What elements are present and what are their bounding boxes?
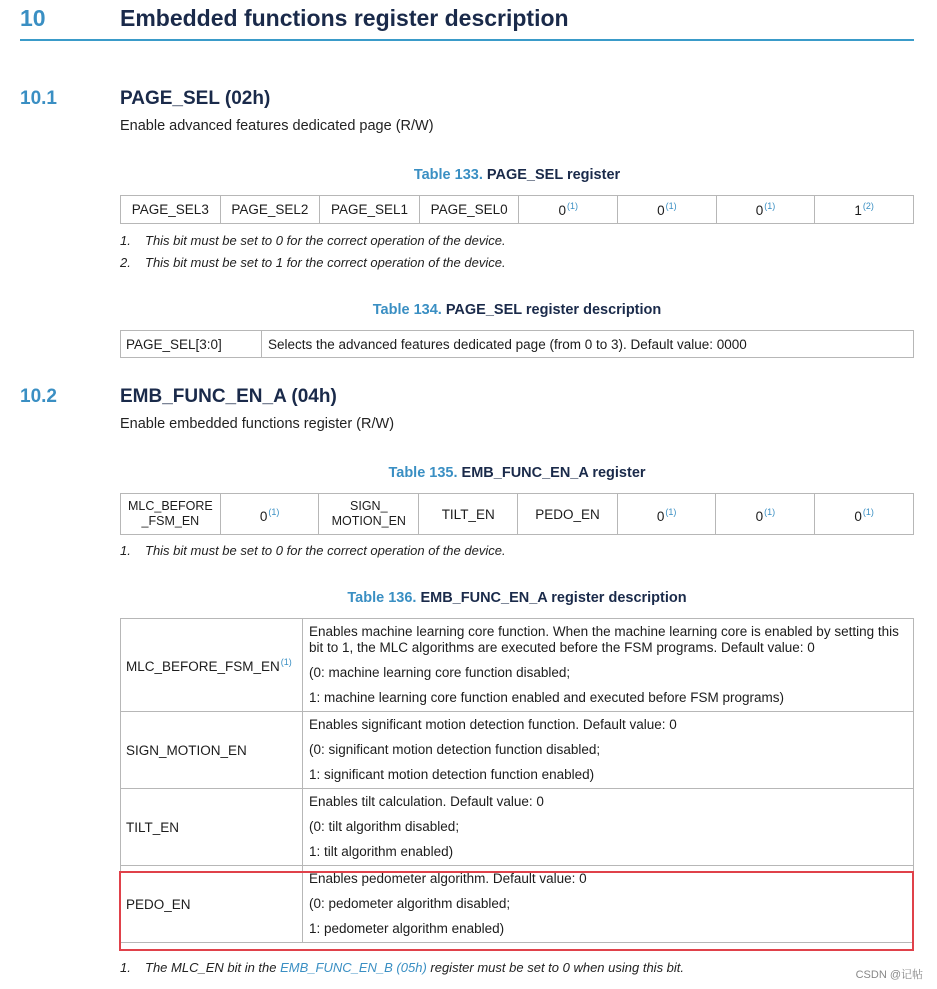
footnote-ref[interactable]: (1) <box>665 201 677 211</box>
table-row <box>121 789 914 866</box>
bit-cell: 0$^{(1)}$ <box>617 494 716 535</box>
table-133-caption-title: PAGE_SEL register <box>486 167 621 183</box>
table-135-footnote-1: 1. This bit must be set to 0 for the correct operation of the device. <box>120 543 506 558</box>
bit-cell: 0$^{(1)}$ <box>815 494 914 535</box>
table-136-caption-title: EMB_FUNC_EN_A register description <box>420 590 687 606</box>
field-name: MLC_BEFORE_FSM_EN$^{(1)}$ <box>121 619 303 712</box>
footnote-ref[interactable]: (1) <box>764 201 776 211</box>
bit-cell: PAGE_SEL2 <box>220 196 320 224</box>
bit-cell: SIGN_ MOTION_EN <box>319 494 419 535</box>
field-name: PAGE_SEL[3:0] <box>121 331 262 358</box>
pedo-en-highlight-box <box>119 871 914 951</box>
field-description: Selects the advanced features dedicated page (from 0 to 3). Default value: 0000 <box>262 331 914 358</box>
footnote-ref[interactable]: (1) <box>268 506 280 517</box>
section-10-1-title: PAGE_SEL (02h) <box>120 88 271 109</box>
footnote-ref[interactable]: (1) <box>665 506 677 517</box>
table-134-caption-number: Table 134. <box>372 302 442 318</box>
table-135-caption <box>120 465 914 481</box>
bit-cell: 1$^{(2)}$ <box>815 196 914 224</box>
field-description: Enables tilt calculation. Default value: 0 (0: tilt algorithm disabled; 1: tilt algorithm enabled) <box>303 789 914 866</box>
emb-func-en-b-link[interactable]: EMB_FUNC_EN_B (05h) <box>280 960 427 975</box>
bit-cell: TILT_EN <box>419 494 518 535</box>
field-description: Enables machine learning core function. When the machine learning core is enabled by setting this bit to 1, the MLC algorithms are executed before the FSM programs. Default value: 0 (0: machine learning core function disabled; 1: machine learning core function enabled and executed before FSM programs) <box>303 619 914 712</box>
section-10-2-title: EMB_FUNC_EN_A (04h) <box>120 386 337 407</box>
section-10-1-subtitle: Enable advanced features dedicated page (R/W) <box>120 118 434 134</box>
bit-cell: PAGE_SEL3 <box>121 196 221 224</box>
table-136-caption <box>120 590 914 606</box>
bit-cell: 0$^{(1)}$ <box>716 494 815 535</box>
bit-cell: PAGE_SEL1 <box>320 196 420 224</box>
table-133-page-sel-register <box>120 195 914 224</box>
field-name: TILT_EN <box>121 789 303 866</box>
section-10-2-number: 10.2 <box>20 386 57 407</box>
footnote-ref[interactable]: (2) <box>862 201 874 211</box>
csdn-watermark: CSDN @记帖 <box>855 969 923 981</box>
table-135-emb-func-en-a-register <box>120 493 914 535</box>
table-136-footnote-1: 1. The MLC_EN bit in the EMB_FUNC_EN_B (05h) register must be set to 0 when using this bit. <box>120 960 685 975</box>
section-10-2-subtitle: Enable embedded functions register (R/W) <box>120 416 395 432</box>
table-133-caption-number: Table 133. <box>413 167 483 183</box>
field-description: Enables pedometer algorithm. Default value: 0 (0: pedometer algorithm disabled; 1: pedometer algorithm enabled) <box>303 866 914 943</box>
footnote-ref[interactable]: (1) <box>764 506 776 517</box>
footnote-ref[interactable]: (1) <box>280 656 292 667</box>
field-description: Enables significant motion detection function. Default value: 0 (0: significant motion detection function disabled; 1: significant motion detection function enabled) <box>303 712 914 789</box>
bit-cell: 0$^{(1)}$ <box>220 494 319 535</box>
bit-cell: PAGE_SEL0 <box>419 196 519 224</box>
table-134-caption <box>120 302 914 318</box>
bit-cell: 0$^{(1)}$ <box>716 196 815 224</box>
chapter-number: 10 <box>20 5 46 31</box>
footnote-ref[interactable]: (1) <box>567 201 578 211</box>
table-134-caption-title: PAGE_SEL register description <box>445 302 662 318</box>
table-row <box>121 619 914 712</box>
table-135-caption-title: EMB_FUNC_EN_A register <box>461 465 646 481</box>
table-row <box>121 712 914 789</box>
table-134-page-sel-description <box>120 330 914 358</box>
chapter-title: Embedded functions register description <box>120 5 569 31</box>
bit-cell: PEDO_EN <box>518 494 617 535</box>
table-135-caption-number: Table 135. <box>388 465 458 481</box>
table-133-caption <box>120 167 914 183</box>
chapter-rule <box>20 39 914 41</box>
section-10-1-number: 10.1 <box>20 88 57 109</box>
footnote-ref[interactable]: (1) <box>862 506 874 517</box>
field-name: SIGN_MOTION_EN <box>121 712 303 789</box>
table-133-footnote-2: 2. This bit must be set to 1 for the correct operation of the device. <box>120 255 506 270</box>
bit-cell: 0$^{(1)}$ <box>519 196 618 224</box>
bit-cell: MLC_BEFORE _FSM_EN <box>121 494 221 535</box>
field-name: PEDO_EN <box>121 866 303 943</box>
bit-cell: 0$^{(1)}$ <box>618 196 717 224</box>
table-136-caption-number: Table 136. <box>347 590 417 606</box>
table-133-footnote-1: 1. This bit must be set to 0 for the correct operation of the device. <box>120 233 506 248</box>
